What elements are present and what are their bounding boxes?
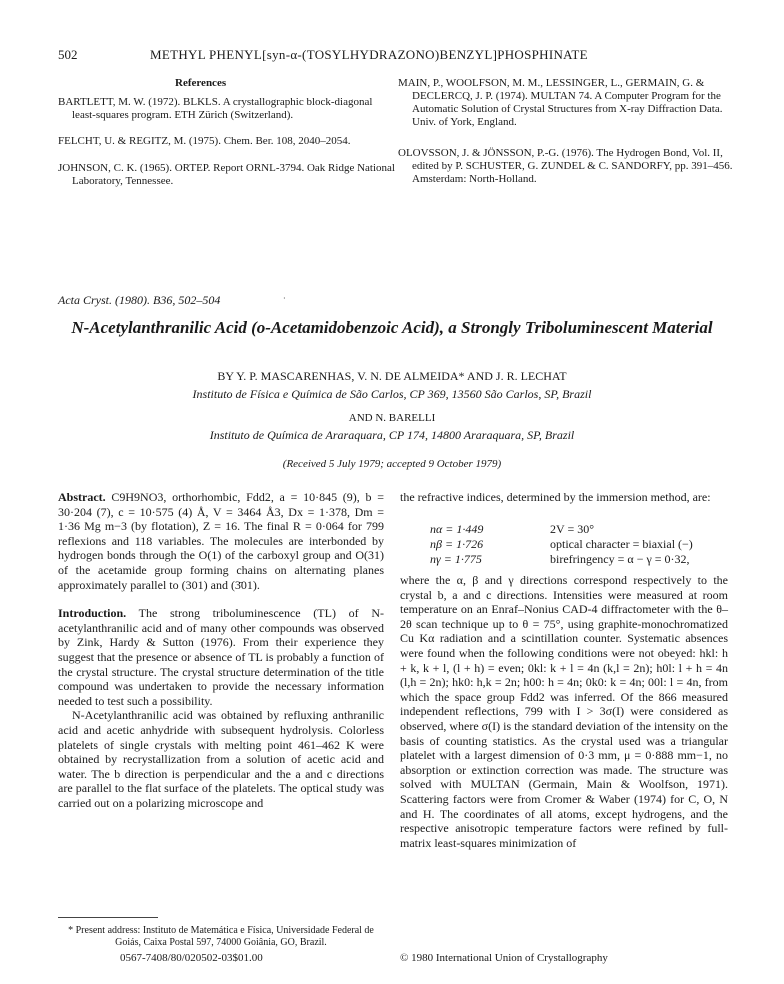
footnote-divider <box>58 917 158 918</box>
table-row <box>430 552 693 567</box>
reference-item: BARTLETT, M. W. (1972). BLKLS. A crystallographic block-diagonal least-squares program. ETH Zürich (Switzerland). <box>58 96 373 121</box>
abstract-text: C9H9NO3, orthorhombic, Fdd2, a = 10·845 (9), b = 30·204 (7), c = 10·575 (4) Å, V = 3464 Å3, Dx = 1·378, Dm = 1·36 Mg m−3 (by flotation), Z = 16. The final R = 0·064 for 799 reflexions and 118 variables. The molecules are interbonded by hydrogen bonds through the O(1) of the carboxyl group and O(31) of the acetamide group forming chains on alternating planes approximately parallel to (301) and (3̄01). <box>58 490 385 592</box>
references-heading: References <box>175 77 227 89</box>
introduction-label: Introduction. <box>58 606 127 621</box>
reference-item: MAIN, P., WOOLFSON, M. M., LESSINGER, L., GERMAIN, G. & DECLERCQ, J. P. (1974). MULTAN 74. A Computer Program for the Automatic Solution of Crystal Structures from X-ray Diffraction Data. Univ. of York, England. <box>398 77 723 128</box>
page-number: 502 <box>58 47 78 62</box>
optical-property: optical character = biaxial (−) <box>550 537 693 551</box>
index-value: nβ = 1·726 <box>430 537 484 551</box>
introduction-text: The strong triboluminescence (TL) of N-acetylanthranilic acid and of many other compounds was observed by Zink, Hardy & Sutton (1976). From their experience they suggest that the presence or absence of TL is probably a function of the crystal structure. The crystal structure determination of the title compound was undertaken to provide the necessary information needed to test such a possibility. <box>58 606 384 708</box>
index-value: nγ = 1·775 <box>430 552 482 566</box>
footnote: * Present address: Instituto de Matemática e Física, Universidade Federal de Goiás, Caixa Postal 597, 74000 Goiânia, GO, Brazil. <box>68 925 374 948</box>
body-paragraph: N-Acetylanthranilic acid was obtained by refluxing anthranilic acid and acetic anhydride with subsequent hydrolysis. Colorless platelets of single crystals with melting point 461–462 K were obtained by recrystallization from a solution of acetic acid and water. The b direction is perpendicular and the a and c directions are parallel to the flat surface of the platelets. The optical study was carried out on a polarizing microscope and <box>58 708 384 810</box>
reference-item: JOHNSON, C. K. (1965). ORTEP. Report ORNL-3794. Oak Ridge National Laboratory, Tennessee. <box>58 162 395 187</box>
optical-property: birefringency = α − γ = 0·32, <box>550 552 690 566</box>
index-value: nα = 1·449 <box>430 522 484 536</box>
received-dates: (Received 5 July 1979; accepted 9 October 1979) <box>282 458 502 470</box>
refractive-indices-table <box>430 522 693 567</box>
reference-item: FELCHT, U. & REGITZ, M. (1975). Chem. Ber. 108, 2040–2054. <box>58 135 351 147</box>
abstract-label: Abstract. <box>58 490 106 504</box>
optical-property: 2V = 30° <box>550 522 595 536</box>
table-row <box>430 522 693 537</box>
journal-citation: Acta Cryst. (1980). B36, 502–504 <box>58 293 221 307</box>
left-column <box>58 490 384 810</box>
abstract-paragraph <box>58 490 384 592</box>
article-title: N-Acetylanthranilic Acid (o-Acetamidobenzoic Acid), a Strongly Triboluminescent Material <box>71 318 713 337</box>
running-title: METHYL PHENYL[syn-α-(TOSYLHYDRAZONO)BENZYL]PHOSPHINATE <box>150 47 588 62</box>
right-column-intro: the refractive indices, determined by the immersion method, are: <box>400 490 711 504</box>
authors-line-1: BY Y. P. MASCARENHAS, V. N. DE ALMEIDA* AND J. R. LECHAT <box>217 369 567 383</box>
right-column-text: where the α, β and γ directions correspond respectively to the crystal b, a and c directions. Intensities were measured at room temperature on an Enraf–Nonius CAD-4 diffractometer with the θ–2θ scan technique up to θ = 75°, using graphite-monochromatized Cu Kα radiation and a scintillation counter. Systematic absences were found when the following conditions were not obeyed: hkl: h + k, k + l, (l + h) = even; 0kl: k + l = 4n (k,l = 2n); h0l: l + h = 4n (l,h = 2n); hk0: h,k = 2n; h00: h = 4n; 0k0: k = 4n; 00l: l = 4n, from which the space group Fdd2 was inferred. Of the 866 measured independent reflections, 799 with I > 3σ(I) were considered as observed, where σ(I) is the standard deviation of the intensity on the basis of counting statistics. As the crystal used was a triangular platelet with a largest dimension of 0·3 mm, μ = 0·888 mm−1, no absorption or extinction correction was made. The structure was solved with MULTAN (Germain, Main & Woolfson, 1971). Scattering factors were from Cromer & Waber (1974) for C, O, N and H. The coordinates of all atoms, except hydrogens, and the respective anisotropic temperature factors were refined by full-matrix least-squares minimization of <box>400 573 728 850</box>
authors-line-2: AND N. BARELLI <box>348 412 436 424</box>
affiliation-2: Instituto de Química de Araraquara, CP 174, 14800 Araraquara, SP, Brazil <box>209 428 575 442</box>
copyright-notice: © 1980 International Union of Crystallography <box>400 952 608 964</box>
reference-item: OLOVSSON, J. & JÖNSSON, P.-G. (1976). The Hydrogen Bond, Vol. II, edited by P. SCHUSTER, G. ZUNDEL & C. SANDORFY, pp. 391–456. Amsterdam: North-Holland. <box>398 147 733 185</box>
publication-code: 0567-7408/80/020502-03$01.00 <box>120 952 263 964</box>
affiliation-1: Instituto de Física e Química de São Carlos, CP 369, 13560 São Carlos, SP, Brazil <box>192 387 592 401</box>
table-row <box>430 537 693 552</box>
introduction-paragraph <box>58 606 384 708</box>
stray-mark: · <box>283 294 286 303</box>
